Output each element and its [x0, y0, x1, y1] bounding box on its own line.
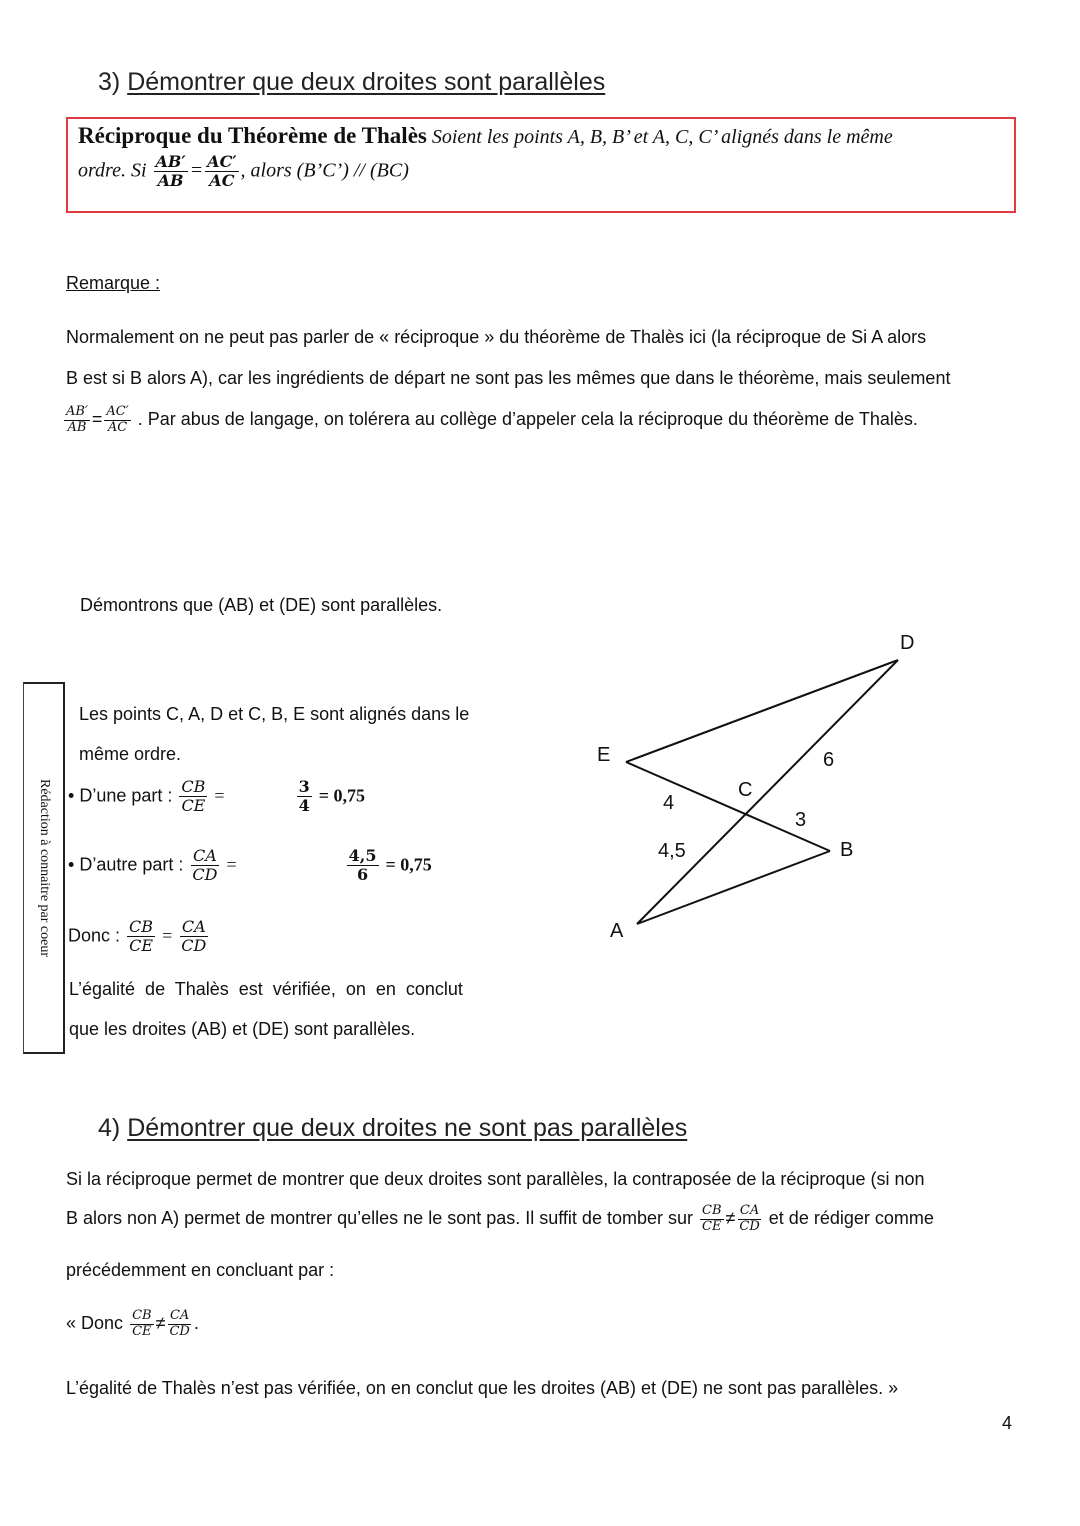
frac-den: CE — [181, 796, 206, 816]
equals: = — [162, 925, 173, 946]
length-CA: 4,5 — [658, 840, 686, 862]
result: = 0,75 — [318, 785, 366, 806]
frac-num: AC′ — [207, 152, 237, 171]
section4-line — [66, 1204, 934, 1235]
theorem-text: ordre. Si — [78, 159, 147, 182]
frac-den: 6 — [357, 865, 369, 885]
frac-num: 3 — [298, 777, 310, 796]
section4-line: précédemment en concluant par : — [66, 1260, 335, 1280]
quote-line: L’égalité de Thalès n’est pas vérifiée, on en conclut que les droites (AB) et (DE) ne sont pas parallèles. » — [66, 1378, 899, 1398]
frac-den: CE — [129, 936, 153, 956]
donc-label: Donc : — [68, 925, 121, 946]
example-intro: Démontrons que (AB) et (DE) sont parallèles. — [80, 595, 443, 615]
section-4-heading — [98, 1114, 687, 1143]
frac-den: CE — [132, 1323, 152, 1339]
remark-line: B est si B alors A), car les ingrédients de départ ne sont pas les mêmes que dans le théorème, mais seulement — [66, 368, 951, 388]
section-title: Démontrer que deux droites ne sont pas parallèles — [127, 1114, 688, 1142]
proof-line: que les droites (AB) et (DE) sont parallèles. — [69, 1019, 416, 1039]
frac-den: CD — [181, 936, 207, 956]
frac-num: CA — [739, 1203, 760, 1218]
point-label-C: C — [738, 779, 753, 801]
point-label-D: D — [900, 632, 915, 654]
frac-den: CD — [192, 865, 218, 885]
theorem-statement: Soient les points A, B, B’ et A, C, C’ alignés dans le même — [431, 126, 893, 148]
frac-num: CB — [132, 1308, 152, 1323]
section4-text: et de rédiger comme — [768, 1208, 934, 1229]
quote-text: « Donc — [66, 1313, 124, 1334]
frac-num: CA — [169, 1308, 190, 1323]
frac-num: CA — [193, 846, 217, 865]
not-equal: ≠ — [155, 1313, 166, 1334]
length-CD: 6 — [823, 749, 835, 771]
section4-text: B alors non A) permet de montrer qu’elles ne le sont pas. Il suffit de tomber sur — [66, 1208, 693, 1229]
frac-num: CB — [181, 777, 206, 796]
point-label-A: A — [610, 920, 624, 942]
theorem-title: Réciproque du Théorème de Thalès — [78, 123, 427, 148]
section-number: 3) — [98, 68, 121, 96]
point-label-B: B — [840, 839, 854, 861]
frac-num: 4,5 — [348, 846, 377, 865]
frac-num: CB — [129, 917, 154, 936]
result: = 0,75 — [385, 854, 432, 875]
not-equal: ≠ — [725, 1208, 736, 1229]
frac-den: CD — [169, 1323, 190, 1339]
equals: = — [214, 785, 225, 806]
frac-den: AC — [209, 171, 235, 191]
section-title: Démontrer que deux droites sont parallèles — [127, 68, 606, 96]
frac-den: AC — [107, 419, 128, 435]
section4-line: Si la réciproque permet de montrer que deux droites sont parallèles, la contraposée de la réciproque (si non — [66, 1169, 925, 1189]
frac-den: 4 — [298, 796, 310, 816]
remark-line: Normalement on ne peut pas parler de « réciproque » du théorème de Thalès ici (la réciproque de Si A alors — [66, 327, 927, 347]
equals: = — [189, 159, 204, 182]
frac-num: AC′ — [106, 404, 129, 419]
frac-num: CA — [181, 917, 206, 936]
frac-num: AB′ — [155, 152, 186, 171]
quote-text: . — [193, 1313, 199, 1334]
part-label: D’autre part : — [79, 854, 184, 875]
bullet-icon: • — [68, 854, 75, 875]
proof-line: Les points C, A, D et C, B, E sont alignés dans le — [79, 704, 470, 724]
proof-line: même ordre. — [79, 744, 182, 764]
proof-line: L’égalité de Thalès est vérifiée, on en conclut — [69, 979, 463, 999]
equals: = — [226, 854, 237, 875]
frac-den: AB — [67, 419, 87, 435]
frac-den: CD — [739, 1218, 760, 1234]
frac-den: CE — [702, 1218, 722, 1234]
part-label: D’une part : — [79, 785, 173, 806]
page-number: 4 — [1002, 1413, 1013, 1433]
theorem-conclusion: , alors (B’C’) // (BC) — [240, 159, 409, 182]
frac-num: CB — [702, 1203, 722, 1218]
bullet-icon: • — [68, 785, 75, 806]
sidebar-label: Rédaction à connaitre par coeur — [36, 778, 52, 958]
remark-label: Remarque : — [66, 273, 161, 293]
segment-EB — [626, 762, 830, 851]
quote-line — [66, 1309, 199, 1340]
segment-DA — [637, 660, 898, 924]
point-label-E: E — [597, 744, 611, 766]
length-CB: 3 — [795, 809, 807, 831]
section-number: 4) — [98, 1114, 121, 1142]
equals: = — [91, 409, 103, 430]
frac-den: AB — [157, 171, 184, 191]
segment-ED — [626, 660, 898, 762]
remark-text: . Par abus de langage, on tolérera au collège d’appeler cela la réciproque du théorème de Thalès. — [137, 409, 918, 430]
length-CE: 4 — [663, 792, 675, 814]
frac-num: AB′ — [66, 404, 88, 419]
